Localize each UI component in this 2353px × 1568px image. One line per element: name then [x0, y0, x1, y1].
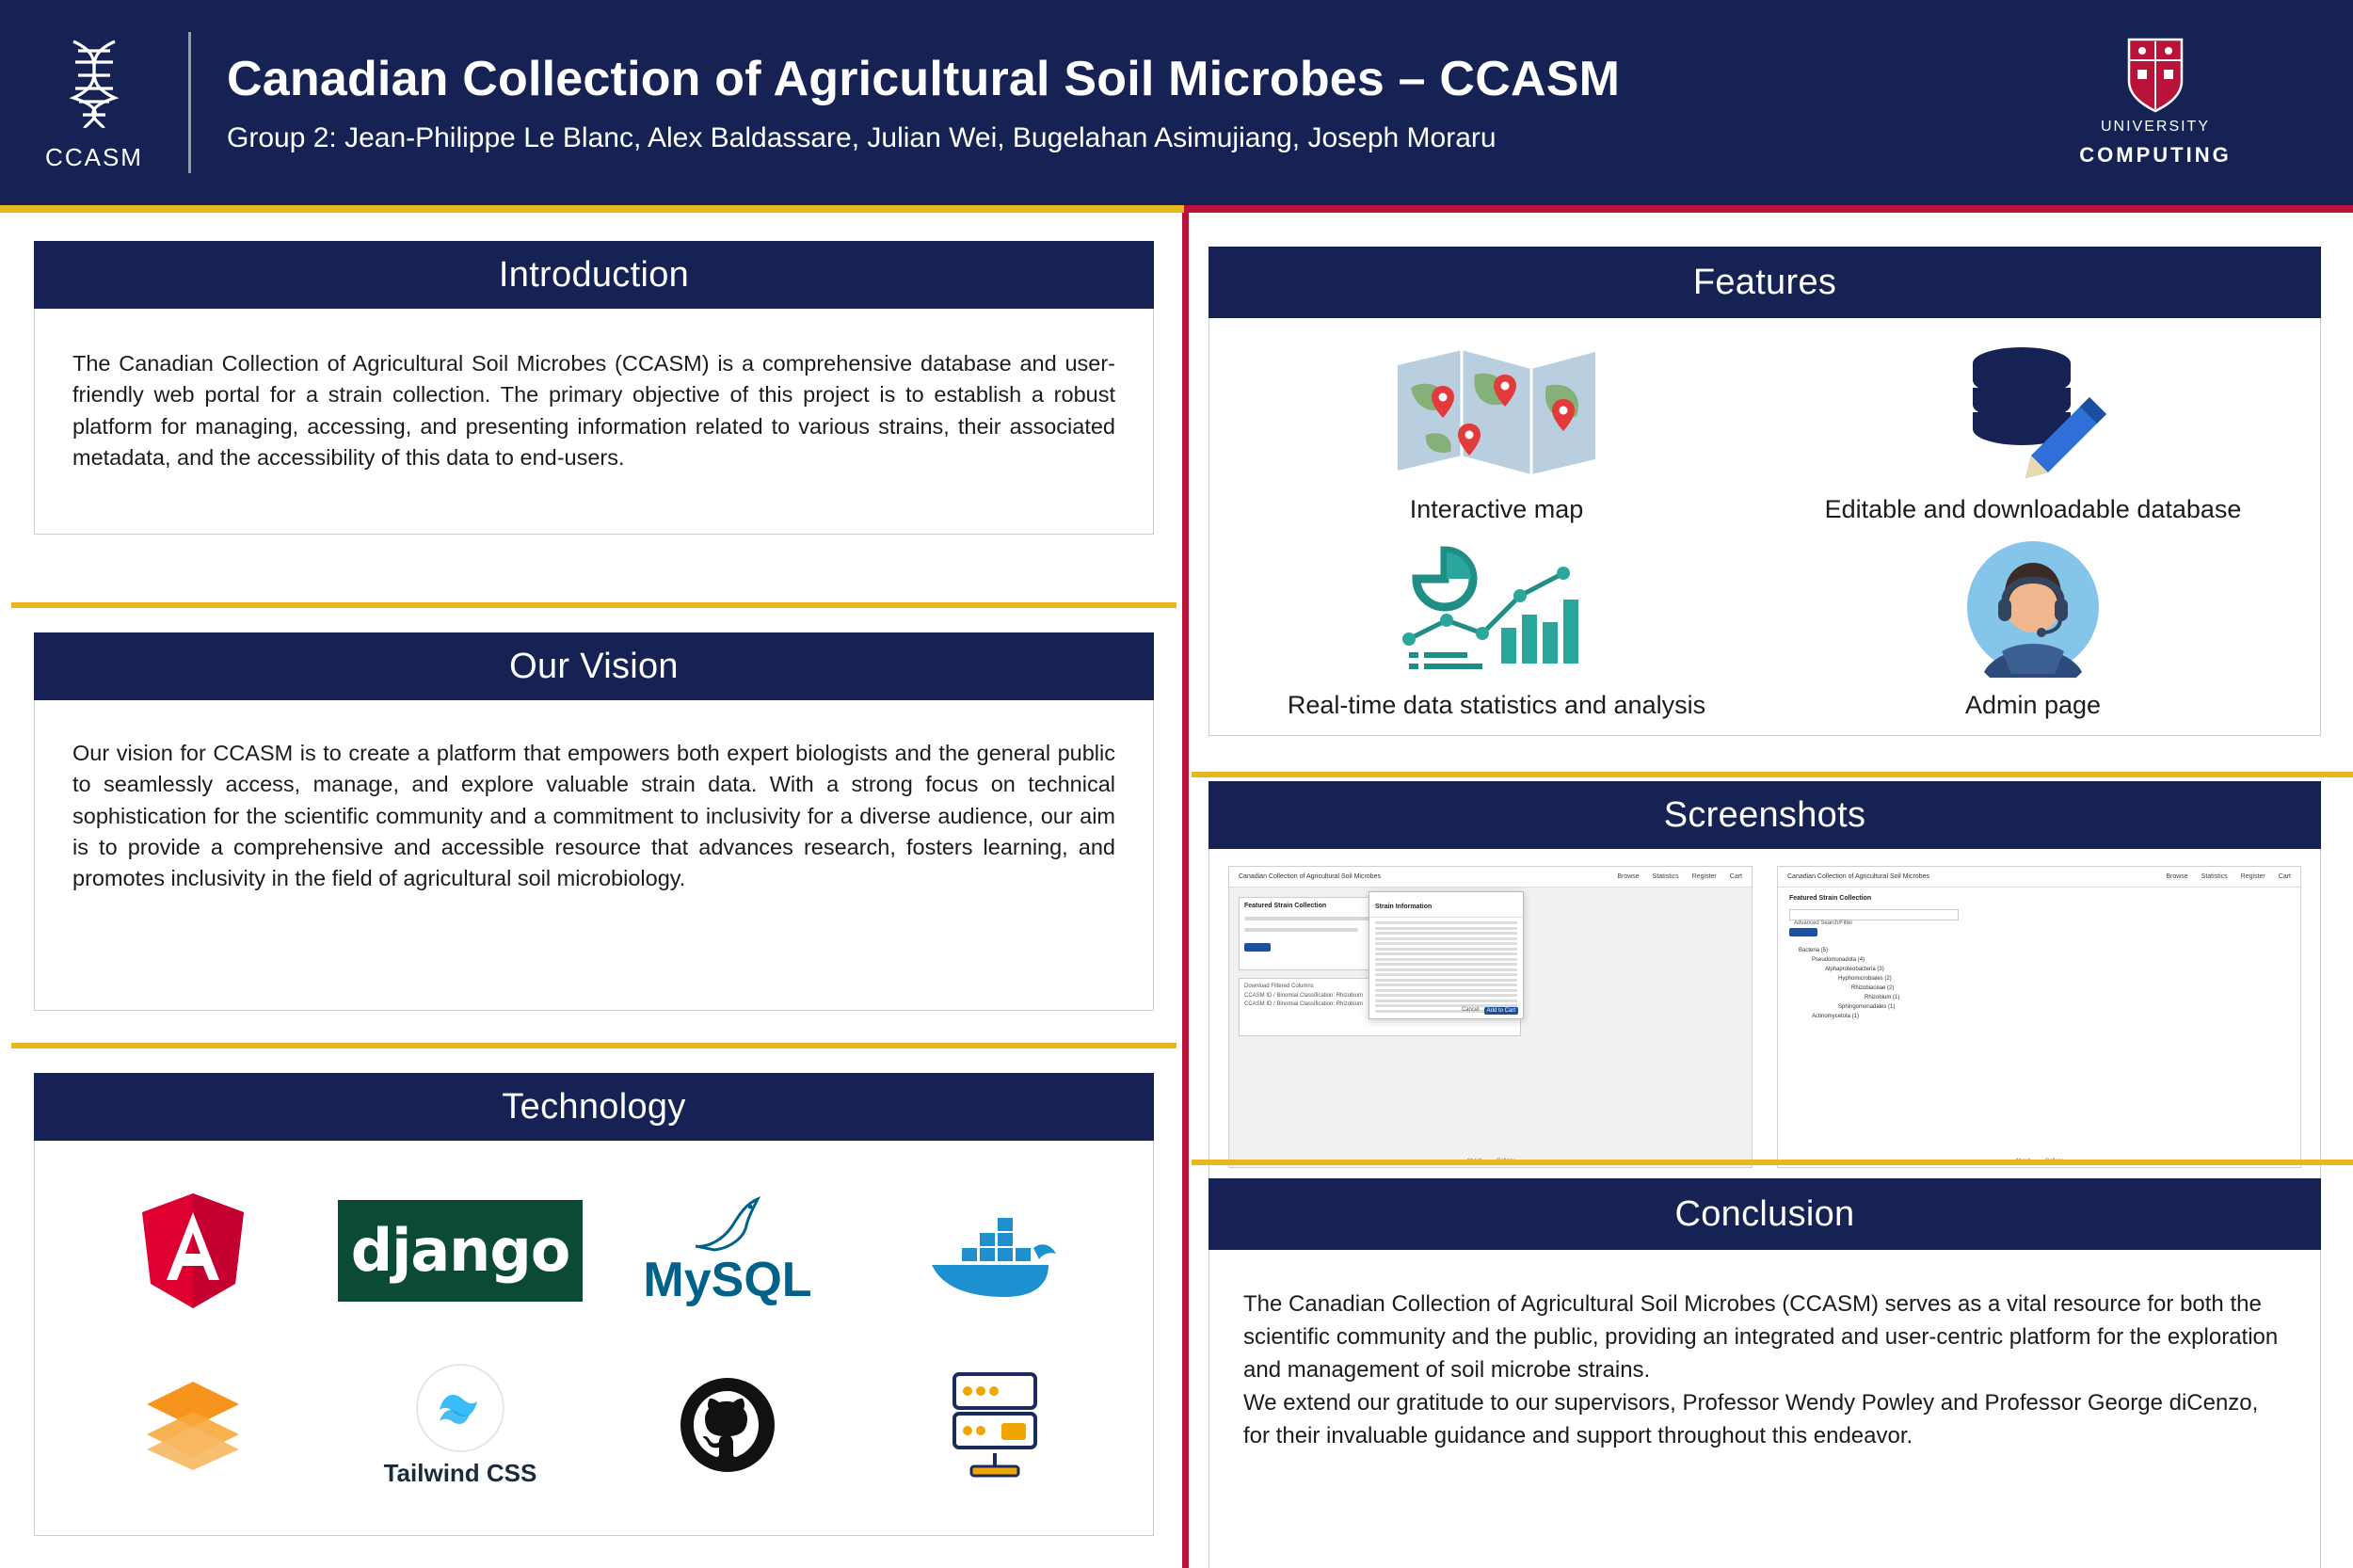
shot1-modal-title: Strain Information — [1375, 904, 1433, 910]
shot1-modal-save[interactable]: Add to Cart — [1484, 1007, 1518, 1015]
screenshots-heading: Screenshots — [1209, 781, 2321, 849]
column-divider — [1182, 213, 1189, 1568]
introduction-heading: Introduction — [34, 241, 1154, 309]
database-edit-icon-wrap — [1948, 341, 2118, 482]
analytics-icon-wrap — [1388, 536, 1605, 678]
divider-rule-3 — [1192, 772, 2353, 777]
analytics-icon — [1388, 541, 1605, 673]
dna-helix-icon — [47, 34, 141, 137]
shot2-nav-cart[interactable]: Cart — [2278, 873, 2291, 880]
shot1-list-title: Download Filtered Columns — [1244, 984, 1314, 989]
features-body — [1209, 318, 2321, 736]
tech-item-django — [338, 1200, 583, 1302]
section-technology — [34, 1073, 1154, 1536]
feature-label-admin: Admin page — [1964, 690, 2102, 719]
shot1-filter-row-1 — [1244, 917, 1372, 920]
section-features — [1209, 247, 2321, 736]
angular-icon — [136, 1192, 249, 1310]
shot2-tree-node-5[interactable]: Rhizobium (1) — [1865, 995, 1900, 1000]
section-introduction — [34, 241, 1154, 535]
queens-university-name: UNIVERSITY — [2100, 119, 2210, 135]
shot2-tree-node-1[interactable]: Pseudomonadota (4) — [1812, 957, 1865, 963]
tech-item-github — [679, 1376, 776, 1474]
section-conclusion — [1209, 1178, 2321, 1568]
shot1-panel-title: Featured Strain Collection — [1244, 903, 1327, 909]
poster-header — [0, 0, 2353, 205]
introduction-body — [34, 309, 1154, 535]
feature-admin-page — [1765, 531, 2301, 727]
conclusion-paragraph-2: We extend our gratitude to our supervisors, Professor Wendy Powley and Professor George diCenzo, for their invaluable guidance and support throughout this endeavor. — [1243, 1390, 2259, 1449]
vision-text: Our vision for CCASM is to create a platform that empowers both expert biologists and the general public to seamlessly access, manage, and explore valuable strain data. With a strong focus on technical sophistication for the scientific community and a commitment to inclusivity for a diverse audience, our aim is to provide a comprehensive and accessible resource that advances research, fosters learning, and promotes inclusivity in the field of agricultural soil microbiology. — [72, 741, 1115, 891]
section-screenshots — [1209, 781, 2321, 1186]
accent-bar-red — [1184, 205, 2353, 213]
shot2-brand: Canadian Collection of Agricultural Soil Microbes — [1787, 873, 1929, 880]
features-grid — [1228, 335, 2301, 726]
shot1-search-button[interactable] — [1244, 943, 1271, 952]
server-icon — [943, 1368, 1047, 1481]
technology-logo-grid — [59, 1163, 1128, 1512]
shot1-item-2[interactable]: CCASM ID / Binomial Classification: Rhizobium — [1244, 1001, 1364, 1007]
feature-label-map: Interactive map — [1409, 495, 1584, 524]
screenshot-row — [1228, 866, 2301, 1168]
django-icon — [338, 1200, 583, 1302]
ccasm-logo-text: CCASM — [45, 142, 143, 171]
shot1-main — [1229, 888, 1752, 1167]
shot2-tree-node-0[interactable]: Bacteria (5) — [1799, 948, 1829, 953]
accent-bar-gold — [0, 205, 1184, 213]
mysql-label: MySQL — [643, 1252, 812, 1307]
vision-body — [34, 700, 1154, 1011]
shot1-navbar — [1229, 867, 1752, 888]
shot2-nav-statistics[interactable]: Statistics — [2201, 873, 2228, 880]
screenshot-taxonomy-tree[interactable] — [1777, 866, 2301, 1168]
feature-realtime-stats — [1228, 531, 1765, 727]
shot1-filter-card — [1239, 897, 1389, 970]
queens-shield-icon — [2125, 38, 2185, 113]
shot2-tree-node-7[interactable]: Actinomycetota (1) — [1812, 1014, 1860, 1019]
shot2-main — [1778, 888, 2300, 1167]
feature-editable-database — [1765, 335, 2301, 531]
django-label: django — [350, 1216, 570, 1286]
map-icon — [1388, 341, 1605, 482]
shot1-modal-rows — [1369, 918, 1523, 1016]
shot1-filter-row-2 — [1244, 928, 1358, 932]
tech-item-tailwind — [384, 1363, 537, 1488]
feature-label-database: Editable and downloadable database — [1824, 495, 2242, 524]
tailwind-label: Tailwind CSS — [383, 1458, 537, 1487]
tech-item-layers — [141, 1376, 245, 1474]
shot1-nav-cart[interactable]: Cart — [1729, 873, 1742, 880]
conclusion-body — [1209, 1250, 2321, 1568]
admin-support-icon — [1962, 536, 2104, 678]
shot1-nav-browse[interactable]: Browse — [1617, 873, 1640, 880]
tailwind-icon — [415, 1363, 505, 1453]
screenshot-browse-modal[interactable] — [1228, 866, 1753, 1168]
tech-item-server — [943, 1368, 1047, 1481]
technology-heading: Technology — [34, 1073, 1154, 1141]
feature-label-stats: Real-time data statistics and analysis — [1287, 690, 1706, 719]
header-divider — [188, 32, 191, 173]
shot1-nav-register[interactable]: Register — [1691, 873, 1717, 880]
features-heading: Features — [1209, 247, 2321, 318]
mysql-dolphin-icon — [690, 1193, 765, 1252]
layers-icon — [141, 1376, 245, 1474]
shot2-nav-links — [2166, 873, 2291, 880]
github-icon — [679, 1376, 776, 1474]
shot2-tree-node-2[interactable]: Alphaproteobacteria (3) — [1825, 967, 1884, 972]
shot2-tree-node-3[interactable]: Hyphomicrobiales (2) — [1838, 976, 1892, 982]
divider-rule-1 — [11, 602, 1176, 608]
author-list: Group 2: Jean-Philippe Le Blanc, Alex Baldassare, Julian Wei, Bugelahan Asimujiang, Joseph Moraru — [227, 122, 1497, 153]
introduction-text: The Canadian Collection of Agricultural Soil Microbes (CCASM) is a comprehensive database and user-friendly web portal for a strain collection. The primary objective of this project is to establish a robust platform for managing, accessing, and presenting information related to various strains, their associated metadata, and the accessibility of this data to end-users. — [72, 351, 1115, 471]
divider-rule-4 — [1192, 1160, 2353, 1165]
shot2-tree-node-6[interactable]: Sphingomonadales (1) — [1838, 1004, 1896, 1010]
tech-item-angular — [136, 1192, 249, 1310]
vision-heading: Our Vision — [34, 632, 1154, 700]
docker-icon — [924, 1199, 1065, 1303]
shot2-navbar — [1778, 867, 2300, 888]
divider-rule-2 — [11, 1043, 1176, 1048]
admin-support-icon-wrap — [1962, 536, 2104, 678]
shot1-modal-cancel[interactable]: Cancel — [1461, 1007, 1480, 1013]
map-icon-wrap — [1388, 341, 1605, 482]
header-text-block — [227, 51, 1958, 154]
queens-university-logo — [1958, 0, 2353, 205]
database-edit-icon — [1948, 341, 2118, 482]
shot2-nav-browse[interactable]: Browse — [2166, 873, 2188, 880]
shot1-strain-modal[interactable] — [1369, 891, 1524, 1019]
tech-item-mysql — [643, 1193, 811, 1308]
shot2-nav-register[interactable]: Register — [2240, 873, 2265, 880]
shot2-tree — [1789, 948, 2289, 1019]
conclusion-heading: Conclusion — [1209, 1178, 2321, 1250]
shot2-search-input[interactable] — [1789, 909, 1959, 926]
shot2-tree-node-4[interactable]: Rhizobiaceae (2) — [1851, 985, 1895, 991]
tech-item-docker — [924, 1199, 1065, 1303]
feature-interactive-map — [1228, 335, 1765, 531]
queens-department: COMPUTING — [2079, 143, 2232, 167]
technology-body — [34, 1141, 1154, 1536]
ccasm-logo — [0, 0, 188, 205]
shot2-panel-title: Featured Strain Collection — [1789, 895, 1872, 902]
section-our-vision — [34, 632, 1154, 1011]
page-title: Canadian Collection of Agricultural Soil Microbes – CCASM — [227, 52, 1621, 106]
screenshots-body — [1209, 849, 2321, 1186]
conclusion-paragraph-1: The Canadian Collection of Agricultural Soil Microbes (CCASM) serves as a vital resource for both the scientific community and the public, providing an integrated and user-centric platform for the exploration and management of soil microbe strains. — [1243, 1291, 2279, 1384]
shot1-nav-statistics[interactable]: Statistics — [1652, 873, 1679, 880]
shot1-brand: Canadian Collection of Agricultural Soil Microbes — [1239, 873, 1381, 880]
shot1-nav-links — [1617, 873, 1742, 880]
shot1-item-1[interactable]: CCASM ID / Binomial Classification: Rhizobium — [1244, 993, 1364, 999]
shot2-search-button[interactable] — [1789, 928, 1817, 936]
shot2-search-placeholder: Advanced Search/Filter — [1794, 920, 1853, 926]
